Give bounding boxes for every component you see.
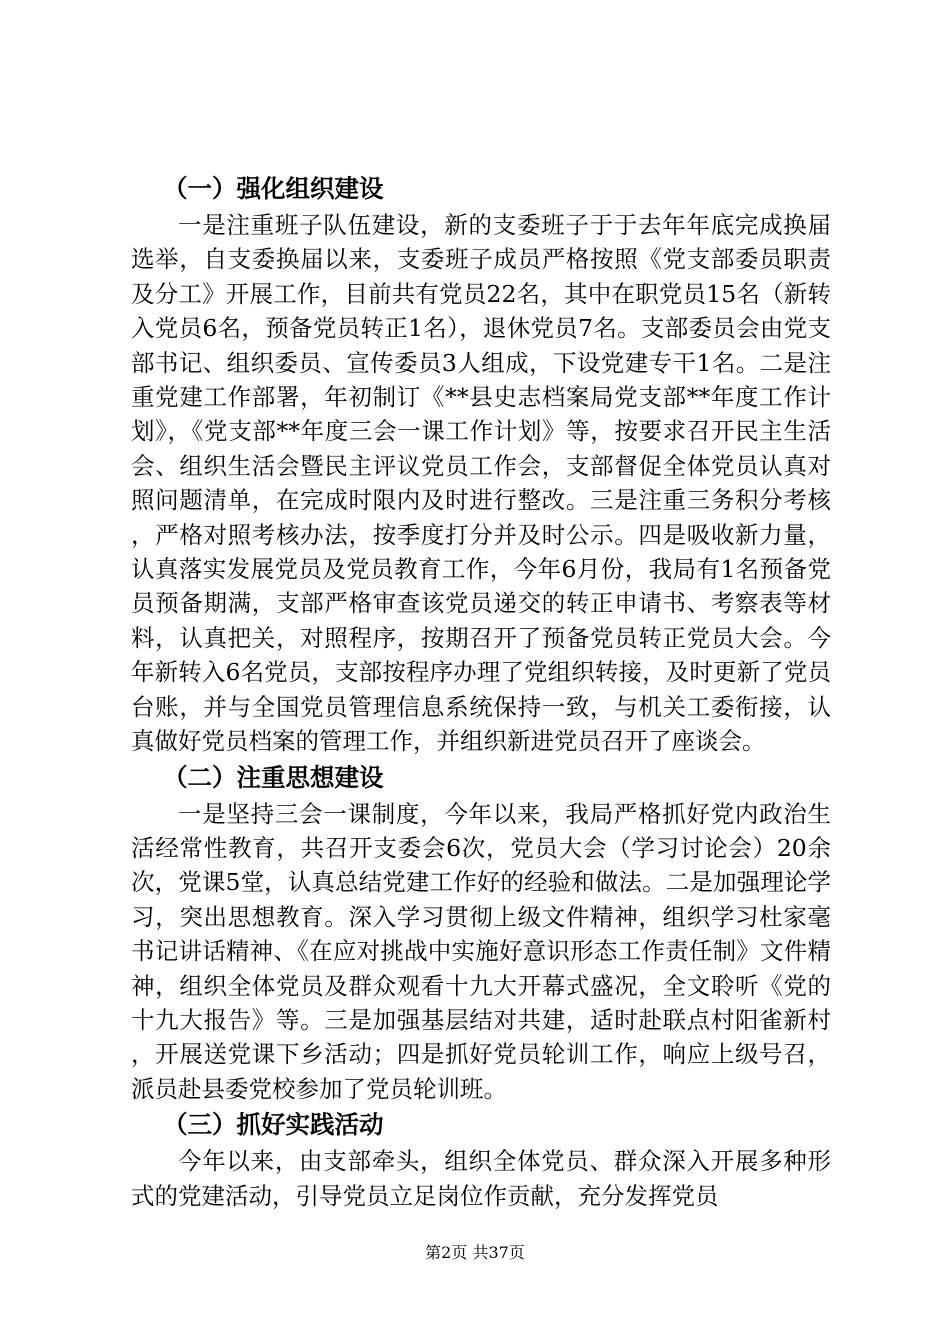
document-body: [131, 170, 831, 1213]
page-footer: 第2页 共37页: [425, 1243, 525, 1262]
section-heading-1: （一）强化组织建设: [163, 174, 384, 203]
section-paragraph-1: 一是注重班子队伍建设，新的支委班子于于去年年底完成换届选举，自支委换届以来，支委班子成员严格按照《党支部委员职责及分工》开展工作，目前共有党员22名，其中在职党员15名（新转入党员6名，预备党员转正1名），退休党员7名。支部委员会由党支部书记、组织委员、宣传委员3人组成，下设党建专干1名。二是注重党建工作部署，年初制订《**县史志档案局党支部**年度工作计划》，《党支部**年度三会一课工作计划》等，按要求召开民主生活会、组织生活会暨民主评议党员工作会，支部督促全体党员认真对照问题清单，在完成时限内及时进行整改。三是注重三务积分考核，严格对照考核办法，按季度打分并及时公示。四是吸收新力量，认真落实发展党员及党员教育工作，今年6月份，我局有1名预备党员预备期满，支部严格审查该党员递交的转正申请书、考察表等材料，认真把关，对照程序，按期召开了预备党员转正党员大会。今年新转入6名党员，支部按程序办理了党组织转接，及时更新了党员台账，并与全国党员管理信息系统保持一致，与机关工委衔接，认真做好党员档案的管理工作，并组织新进党员召开了座谈会。: [131, 211, 831, 756]
section-paragraph-3: 今年以来，由支部牵头，组织全体党员、群众深入开展多种形式的党建活动，引导党员立足岗位作贡献，充分发挥党员: [131, 1147, 831, 1210]
section-paragraph-2: 一是坚持三会一课制度，今年以来，我局严格抓好党内政治生活经常性教育，共召开支委会6次，党员大会（学习讨论会）20余次，党课5堂，认真总结党建工作好的经验和做法。二是加强理论学习，突出思想教育。深入学习贯彻上级文件精神，组织学习杜家毫书记讲话精神、《在应对挑战中实施好意识形态工作责任制》文件精神，组织全体党员及群众观看十九大开幕式盛况，全文聆听《党的十九大报告》等。三是加强基层结对共建，适时赴联点村阳雀新村，开展送党课下乡活动；四是抓好党员轮训工作，响应上级号召，派员赴县委党校参加了党员轮训班。: [131, 799, 831, 1103]
section-heading-3: （三）抓好实践活动: [163, 1110, 384, 1140]
section-heading-2: （二）注重思想建设: [163, 762, 384, 792]
